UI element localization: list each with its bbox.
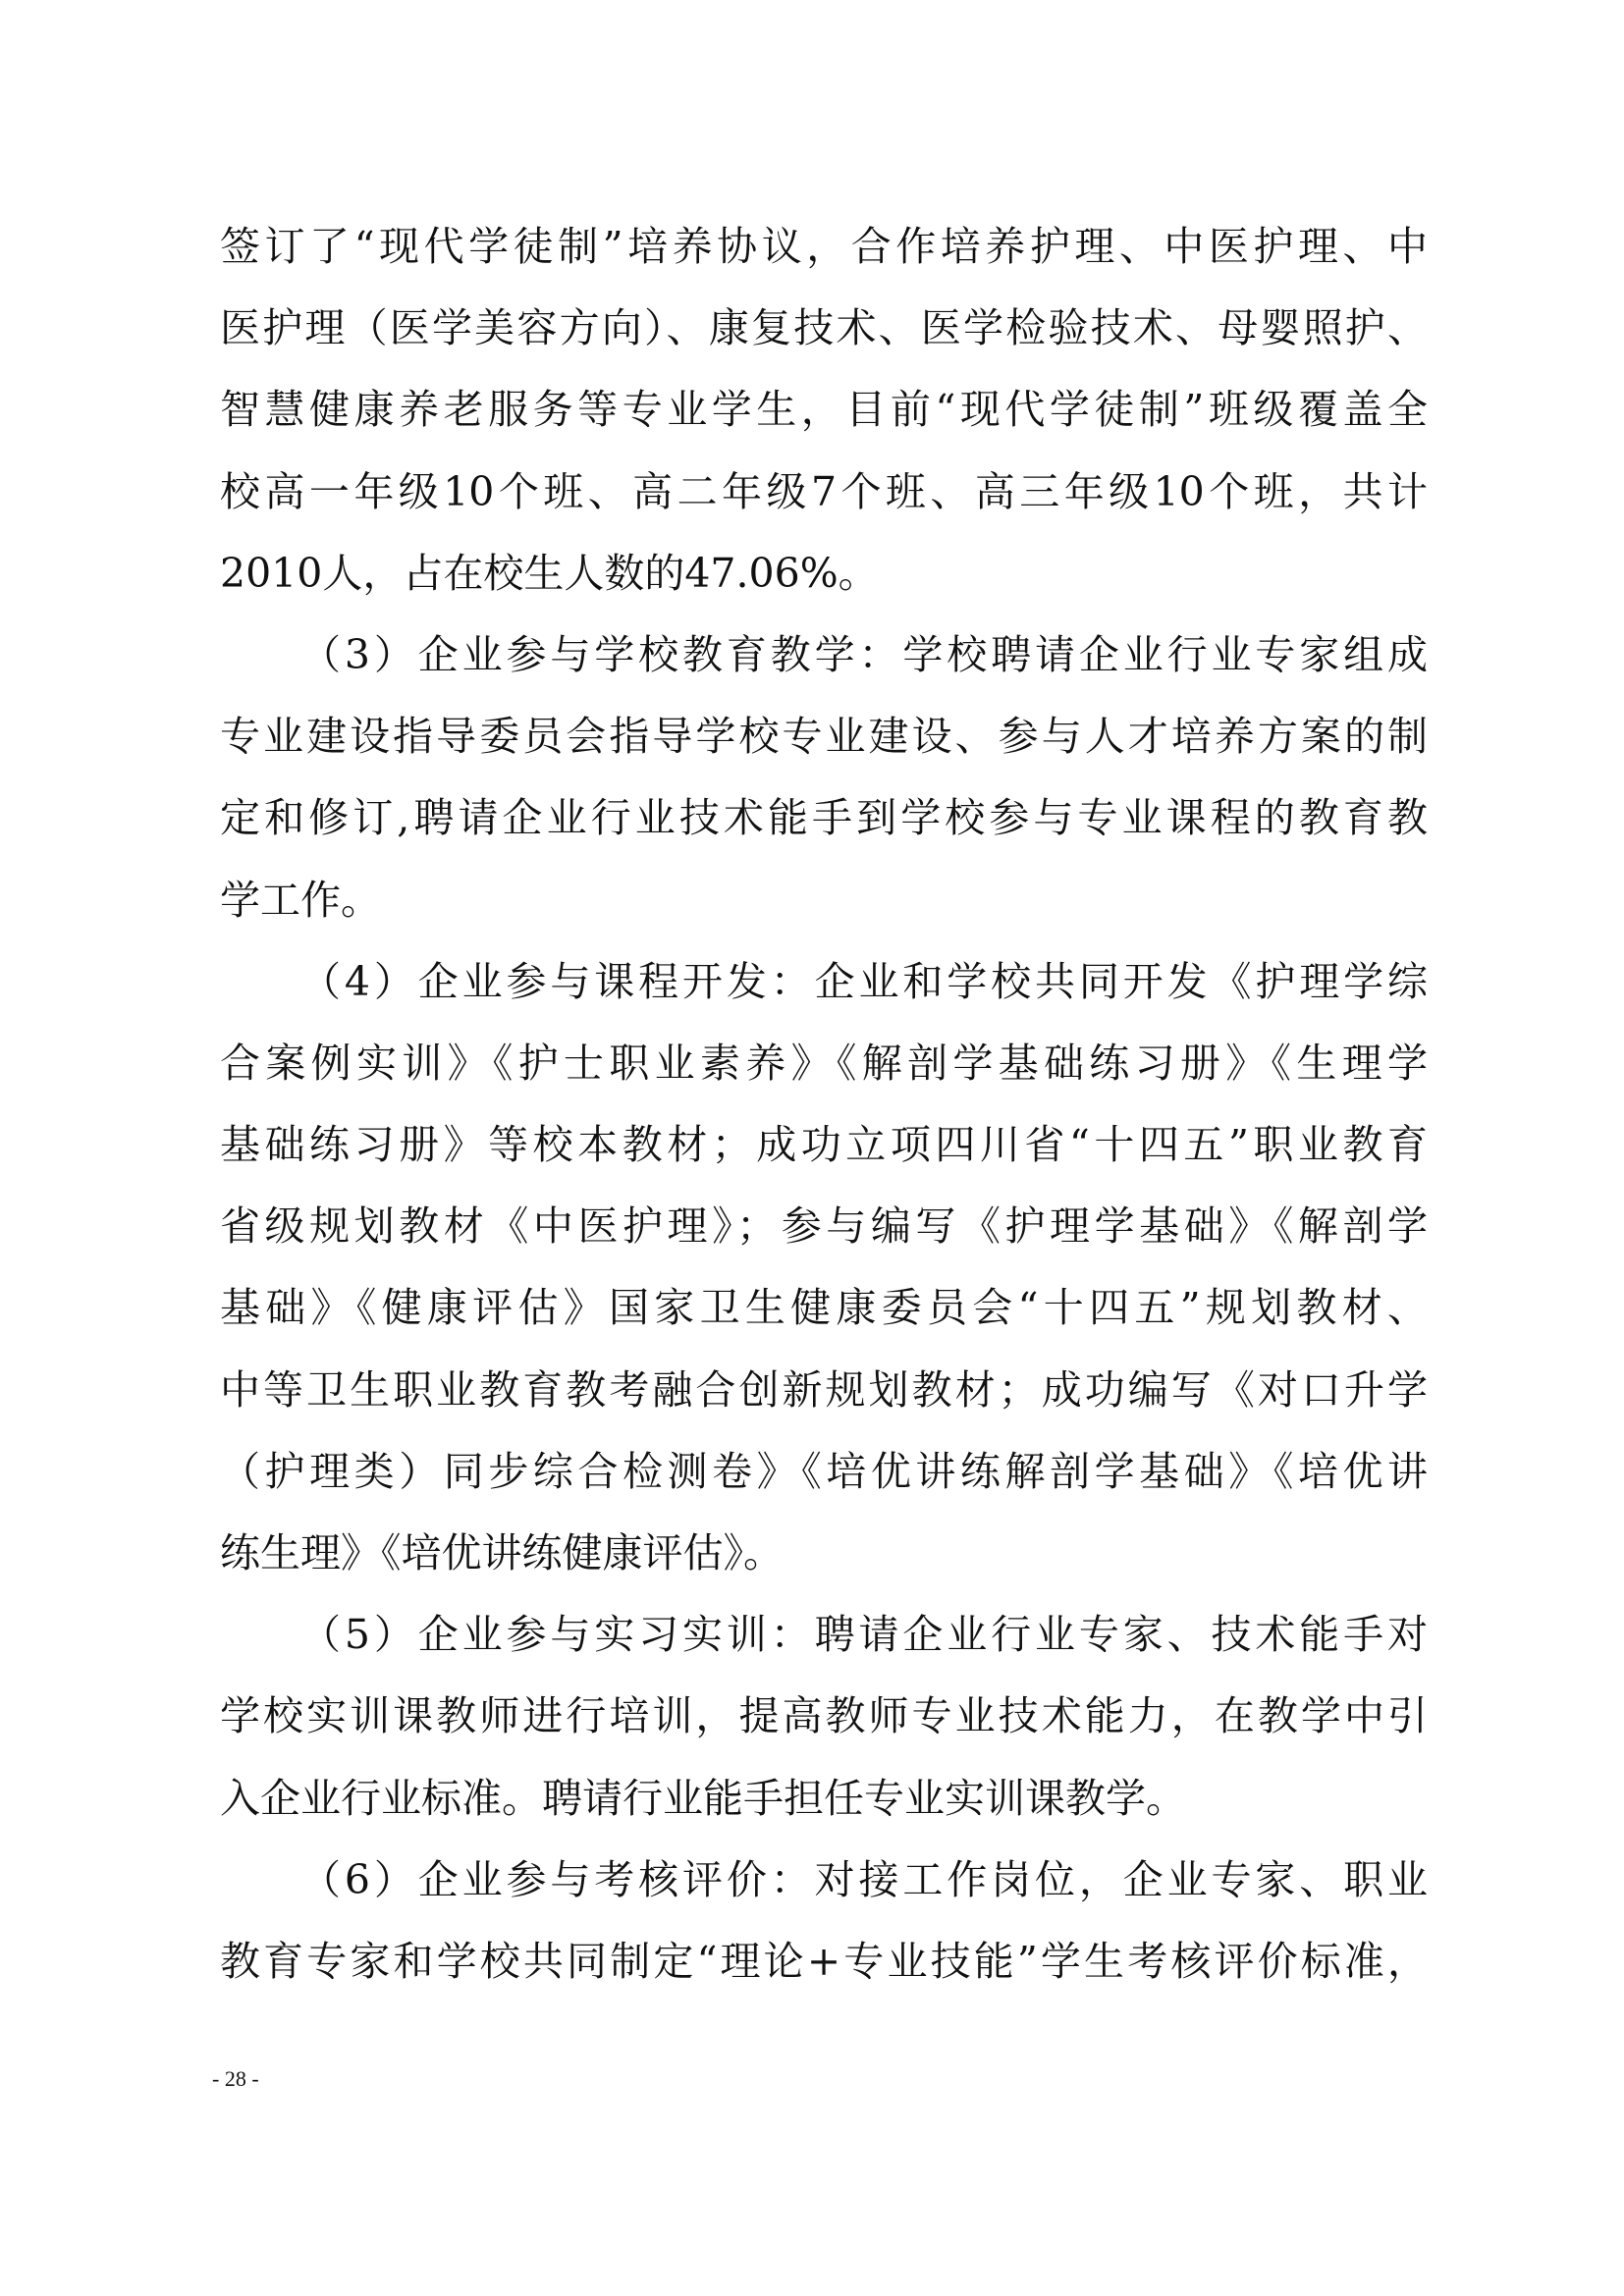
text-line: （护理类）同步综合检测卷》《培优讲练解剖学基础》《培优讲 xyxy=(220,1447,1428,1495)
text-line: 基础练习册》等校本教材；成功立项四川省“十四五”职业教育 xyxy=(220,1121,1428,1169)
text-line: 校高一年级10个班、高二年级7个班、高三年级10个班，共计 xyxy=(220,467,1428,515)
paragraph-3-first-line: （3）企业参与学校教育教学：学校聘请企业行业专家组成 xyxy=(300,630,1428,678)
text-line: 定和修订,聘请企业行业技术能手到学校参与专业课程的教育教 xyxy=(220,794,1428,842)
text-line: 学工作。 xyxy=(220,876,381,924)
text-line: 智慧健康养老服务等专业学生，目前“现代学徒制”班级覆盖全 xyxy=(220,386,1428,434)
paragraph-6-first-line: （6）企业参与考核评价：对接工作岗位，企业专家、职业 xyxy=(300,1855,1428,1903)
paragraph-5-first-line: （5）企业参与实习实训：聘请企业行业专家、技术能手对 xyxy=(300,1611,1428,1659)
text-line: 专业建设指导委员会指导学校专业建设、参与人才培养方案的制 xyxy=(220,713,1428,761)
page-number: - 28 - xyxy=(212,2066,259,2091)
paragraph-4-first-line: （4）企业参与课程开发：企业和学校共同开发《护理学综 xyxy=(300,957,1428,1005)
text-line: 入企业行业标准。聘请行业能手担任专业实训课教学。 xyxy=(220,1774,1186,1822)
text-line: 签订了“现代学徒制”培养协议，合作培养护理、中医护理、中 xyxy=(220,223,1428,270)
body-text xyxy=(220,206,1428,2002)
text-line: 合案例实训》《护士职业素养》《解剖学基础练习册》《生理学 xyxy=(220,1039,1428,1087)
text-line: 练生理》《培优讲练健康评估》。 xyxy=(220,1529,784,1576)
text-line: 教育专家和学校共同制定“理论+专业技能”学生考核评价标准， xyxy=(220,1937,1428,1985)
text-line: 学校实训课教师进行培训，提高教师专业技术能力，在教学中引 xyxy=(220,1692,1428,1740)
text-line: 基础》《健康评估》国家卫生健康委员会“十四五”规划教材、 xyxy=(220,1284,1428,1332)
text-line: 医护理（医学美容方向）、康复技术、医学检验技术、母婴照护、 xyxy=(220,304,1428,352)
text-line: 中等卫生职业教育教考融合创新规划教材；成功编写《对口升学 xyxy=(220,1365,1428,1414)
text-line: 2010人，占在校生人数的47.06%。 xyxy=(220,549,879,597)
text-line: 省级规划教材《中医护理》；参与编写《护理学基础》《解剖学 xyxy=(220,1202,1428,1251)
